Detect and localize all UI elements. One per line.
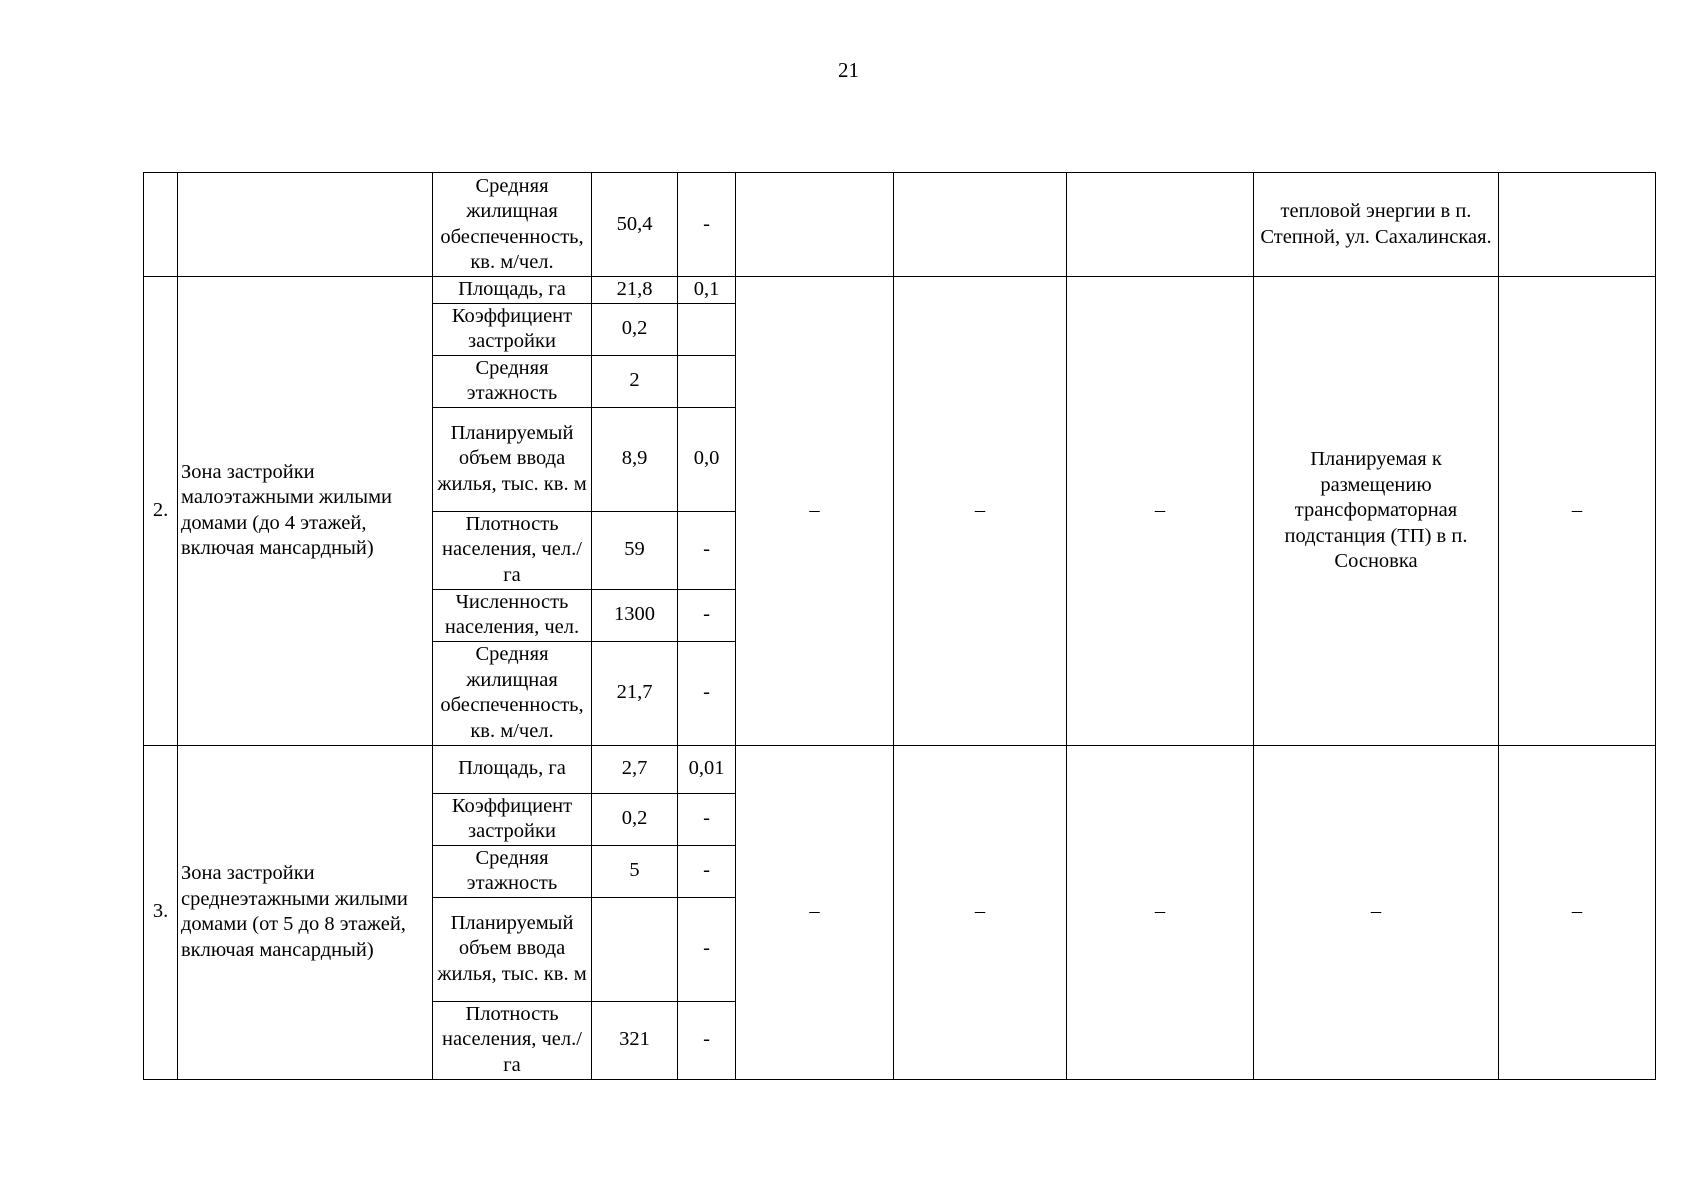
parameter-value: 21,7 [592,641,678,745]
empty-cell [736,173,894,277]
zone-col-2: – [894,745,1067,1079]
parameter-extra: - [678,511,736,589]
parameter-value: 0,2 [592,303,678,355]
table-row [144,277,1656,304]
zone-name: Зона застройки среднеэтажными жилыми домами (от 5 до 8 этажей, включая мансардный) [178,745,433,1079]
parameter-label: Планируемый объем ввода жилья, тыс. кв. м [433,897,592,1001]
zones-table [143,172,1656,1080]
zone-col-5: – [1499,745,1656,1079]
parameter-label: Численность населения, чел. [433,589,592,641]
parameter-label: Средняя этажность [433,355,592,407]
zone-name: Зона застройки малоэтажными жилыми домами (до 4 этажей, включая мансардный) [178,277,433,746]
parameter-extra: - [678,1001,736,1079]
parameter-value: 59 [592,511,678,589]
zone-col-5: – [1499,277,1656,746]
parameter-value: 2,7 [592,745,678,793]
empty-cell [1499,173,1656,277]
parameter-value: 321 [592,1001,678,1079]
parameter-label: Средняя жилищная обеспеченность, кв. м/чел. [433,173,592,277]
table-row [144,745,1656,793]
parameter-extra: - [678,793,736,845]
zone-col-3: – [1067,277,1254,746]
empty-cell [1067,173,1254,277]
zone-col-4: Планируемая к размещению трансформаторная подстанция (ТП) в п. Сосновка [1254,277,1499,746]
parameter-extra: - [678,589,736,641]
parameter-label: Планируемый объем ввода жилья, тыс. кв. м [433,407,592,511]
number-cell [144,173,178,277]
parameter-extra: - [678,845,736,897]
zone-number: 3. [144,745,178,1079]
parameter-value: 2 [592,355,678,407]
zone-col-1: – [736,745,894,1079]
zone-col-3: – [1067,745,1254,1079]
parameter-value: 21,8 [592,277,678,304]
parameter-extra: - [678,173,736,277]
empty-cell [894,173,1067,277]
parameter-value [592,897,678,1001]
zone-name-cell [178,173,433,277]
parameter-extra: - [678,641,736,745]
parameter-label: Средняя этажность [433,845,592,897]
parameter-extra [678,303,736,355]
parameter-label: Плотность населения, чел./га [433,1001,592,1079]
parameter-label: Площадь, га [433,745,592,793]
table-row [144,173,1656,277]
parameter-label: Средняя жилищная обеспеченность, кв. м/чел. [433,641,592,745]
parameter-value: 1300 [592,589,678,641]
parameter-label: Площадь, га [433,277,592,304]
zone-col-4: – [1254,745,1499,1079]
parameter-value: 0,2 [592,793,678,845]
page-number: 21 [838,58,859,82]
zone-number: 2. [144,277,178,746]
parameter-extra: 0,01 [678,745,736,793]
parameter-extra: 0,0 [678,407,736,511]
parameter-value: 8,9 [592,407,678,511]
note-cell: тепловой энергии в п. Степной, ул. Сахалинская. [1254,173,1499,277]
parameter-extra: 0,1 [678,277,736,304]
parameter-label: Плотность населения, чел./га [433,511,592,589]
parameter-label: Коэффициент застройки [433,793,592,845]
parameter-extra [678,355,736,407]
parameter-value: 5 [592,845,678,897]
parameter-label: Коэффициент застройки [433,303,592,355]
parameter-value: 50,4 [592,173,678,277]
zone-col-2: – [894,277,1067,746]
parameter-extra: - [678,897,736,1001]
zone-col-1: – [736,277,894,746]
